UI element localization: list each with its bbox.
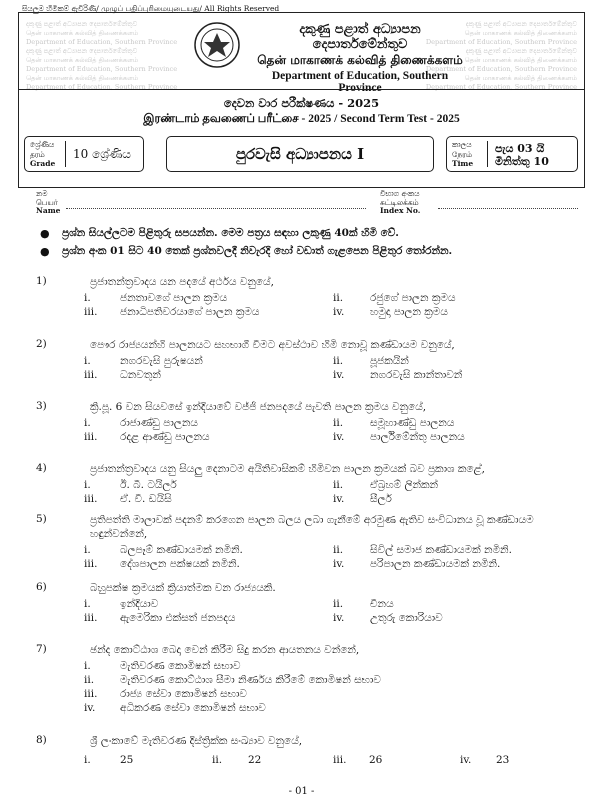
option-numeral: iii.: [84, 306, 98, 318]
question-number: 7): [36, 643, 47, 655]
question-text: ප්‍රජාතන්ත්‍රවාදය යනු සියලු දෙනාටම අයිතිවාසිකම් හිමිවන පාලන ක්‍රමයක් බව ප්‍රකාශ කළේ,: [90, 463, 485, 475]
answer-option[interactable]: 22: [248, 754, 262, 766]
option-numeral: i.: [84, 754, 91, 766]
answer-option[interactable]: බලපෑම් කණ්ඩායමක් නමිනි.: [120, 544, 243, 556]
option-numeral: iv.: [333, 306, 345, 318]
watermark-line: Department of Education, Southern Province: [26, 38, 178, 46]
answer-option[interactable]: ඉන්දියාව: [120, 598, 159, 610]
answer-option[interactable]: දේශපාලන පක්ෂයක් නමිනි.: [120, 558, 240, 570]
option-numeral: iii.: [84, 688, 98, 700]
time-label-en: Time: [452, 159, 474, 168]
option-numeral: ii.: [212, 754, 223, 766]
index-label-si: විභාග අංකය: [380, 189, 420, 198]
name-label-en: Name: [36, 206, 61, 215]
option-numeral: iii.: [84, 612, 98, 624]
index-number-field[interactable]: [438, 208, 578, 209]
name-field[interactable]: [66, 208, 366, 209]
answer-option[interactable]: ඊ. බී. ටයිලර්: [120, 479, 177, 491]
department-name-ta: தென் மாகாணக் கல்வித் திணைக்களம்: [257, 53, 463, 67]
question-number: 4): [36, 462, 47, 474]
grade-box: [24, 136, 144, 172]
name-label-ta: பெயர்: [36, 197, 58, 207]
answer-option[interactable]: සීලර්: [370, 493, 392, 505]
time-label: [452, 140, 473, 169]
answer-option[interactable]: පරිපාලන කණ්ඩායමක් නමිනි.: [370, 558, 501, 570]
option-numeral: i.: [84, 355, 91, 367]
question-text: ප්‍රජාතන්ත්‍රවාදය යන පදයේ අර්ථය වනුයේ,: [90, 276, 274, 288]
question-text: පෞර රාජ්‍යයන්හි පාලනයට සහභාගී වීමට අවස්ථාව හිමි නොවූ කණ්ඩායම වනුයේ,: [90, 339, 455, 351]
answer-option[interactable]: සමූහාණ්ඩු පාලනය: [370, 417, 455, 429]
index-label-en: Index No.: [380, 206, 421, 215]
page-number: - 01 -: [288, 786, 315, 797]
answer-option[interactable]: ඒ. වී. ඩයිසි: [120, 493, 172, 505]
question-number: 8): [36, 734, 47, 746]
time-box: [446, 136, 578, 172]
index-label-ta: சுட்டிலக்கம்: [380, 197, 419, 207]
name-label: [36, 190, 60, 216]
watermark-line: தென் மாகாணக் கல்வித் திணைக்களம்: [26, 56, 139, 64]
rights-notice: සියලුම හිමිකම් ඇවිරිණි/ முழுப் பதிப்புரிமையுடையது/ All Rights Reserved: [22, 4, 280, 13]
exam-title-ta-en: இரண்டாம் தவணைப் பரீட்சை - 2025 / Second Term Test - 2025: [143, 113, 460, 125]
watermark-left: [26, 20, 186, 92]
department-title: [250, 22, 470, 94]
subject-box: [166, 136, 434, 172]
instruction-text: ප්‍රශ්න සියල්ලටම පිළිතුරු සපයන්න. මෙම පත්‍රය සඳහා ලකුණු 40ක් හිමි වේ.: [62, 227, 399, 239]
subject-title: පුරවැසි අධ්‍යාපනය I: [235, 145, 365, 163]
watermark-line: தென் மாகாணக் கல்வித் திணைக்களம்: [464, 29, 577, 37]
watermark-line: Department of Education, Southern Province: [425, 83, 577, 91]
question-text: ශ්‍රී ලංකාවේ මැතිවරණ දිස්ත්‍රික්ක සංඛ්‍යාව වනුයේ,: [90, 735, 303, 747]
option-numeral: i.: [84, 479, 91, 491]
answer-option[interactable]: මැතිවරණ කොමිෂන් සභාව: [120, 660, 241, 672]
option-numeral: ii.: [84, 674, 95, 686]
watermark-line: දකුණු පළාත් අධ්‍යාපන දෙපාර්තමේන්තුව: [465, 20, 577, 28]
answer-option[interactable]: නගරවැසි පුරුෂයන්: [120, 355, 203, 367]
question-number: 5): [36, 513, 47, 525]
option-numeral: iv.: [333, 493, 345, 505]
question-number: 1): [36, 275, 47, 287]
option-numeral: iv.: [333, 369, 345, 381]
option-numeral: iii.: [333, 754, 347, 766]
watermark-line: தென் மாகாணக் கல்வித் திணைக்களம்: [464, 74, 577, 82]
option-numeral: i.: [84, 417, 91, 429]
option-numeral: iv.: [84, 702, 96, 714]
watermark-line: දකුණු පළාත් අධ්‍යාපන දෙපාර්තමේන්තුව: [26, 47, 138, 55]
grade-label-si: ශ්‍රේණිය: [30, 140, 55, 149]
grade-label-ta: தரம்: [30, 149, 45, 159]
option-numeral: ii.: [333, 598, 344, 610]
option-numeral: iii.: [84, 369, 98, 381]
answer-option[interactable]: 25: [120, 754, 134, 766]
grade-separator: [65, 141, 66, 167]
question-text: බහුපක්ෂ ක්‍රමයක් ක්‍රියාත්මක වන රාජ්‍යයකි.: [90, 582, 276, 594]
answer-option[interactable]: ඒබ්‍රහම් ලින්කන්: [370, 479, 439, 491]
answer-option[interactable]: රදළ ආණ්ඩු පාලනය: [120, 431, 210, 443]
answer-option[interactable]: 23: [496, 754, 510, 766]
option-numeral: iv.: [333, 431, 345, 443]
instruction-item: [40, 245, 453, 258]
option-numeral: ii.: [333, 479, 344, 491]
answer-option[interactable]: රජුගේ පාලන ක්‍රමය: [370, 292, 456, 304]
bullet-icon: ●: [40, 245, 50, 258]
answer-option[interactable]: පූජකයින්: [370, 355, 409, 367]
grade-label-en: Grade: [30, 159, 56, 168]
answer-option[interactable]: හමුදා පාලන ක්‍රමය: [370, 306, 448, 318]
option-numeral: iii.: [84, 558, 98, 570]
answer-option[interactable]: 26: [369, 754, 383, 766]
option-numeral: iv.: [333, 558, 345, 570]
answer-option[interactable]: අධිකරණ සේවා කොමිෂන් සභාව: [120, 702, 266, 714]
time-label-si: කාලය: [452, 140, 472, 149]
watermark-line: Department of Education, Southern Province: [26, 83, 178, 91]
watermark-line: දකුණු පළාත් අධ්‍යාපන දෙපාර්තමේන්තුව: [465, 47, 577, 55]
answer-option[interactable]: සිවිල් සමාජ කණ්ඩායමක් නමිනි.: [370, 544, 512, 556]
question-number: 6): [36, 581, 47, 593]
bullet-icon: ●: [40, 227, 50, 240]
department-name-si: දකුණු පළාත් අධ්‍යාපන දෙපාර්තමේන්තුව: [299, 22, 421, 52]
question-text: ක්‍රි.පූ. 6 වන සියවසේ ඉන්දියාවේ වජ්ජි ජනපදයේ පැවති පාලන ක්‍රමය වනුයේ,: [90, 401, 427, 413]
option-numeral: i.: [84, 598, 91, 610]
header-divider: [18, 89, 585, 90]
watermark-line: Department of Education, Southern Province: [425, 65, 577, 73]
watermark-line: தென் மாகாணக் கல்வித் திணைக்களம்: [26, 29, 139, 37]
option-numeral: iv.: [333, 612, 345, 624]
answer-option[interactable]: උතුරු කොරියාව: [370, 612, 443, 624]
question-number: 2): [36, 338, 47, 350]
instruction-text: ප්‍රශ්න අංක 01 සිට 40 තෙක් ප්‍රශ්නවලදී නිවැරදි හෝ වඩාත් ගැළපෙන පිළිතුර තෝරන්න.: [62, 245, 453, 257]
time-separator: [487, 141, 488, 167]
answer-option[interactable]: රාජාණ්ඩු පාලනය: [120, 417, 198, 429]
option-numeral: ii.: [333, 417, 344, 429]
watermark-line: Department of Education, Southern Province: [425, 38, 577, 46]
answer-option[interactable]: ධනවතුන්: [120, 369, 161, 381]
answer-option[interactable]: චීනය: [370, 598, 394, 610]
exam-title: [18, 96, 585, 127]
grade-value: 10 ශ්‍රේණිය: [73, 147, 131, 161]
time-value: [495, 142, 549, 168]
option-numeral: i.: [84, 660, 91, 672]
answer-option[interactable]: ඇමෙරිකා එක්සත් ජනපදය: [120, 612, 236, 624]
option-numeral: iii.: [84, 493, 98, 505]
option-numeral: iii.: [84, 431, 98, 443]
department-crest-icon: [192, 20, 242, 70]
name-index-row: [18, 190, 585, 218]
answer-option[interactable]: ජනාධිපතිවරයාගේ පාලන ක්‍රමය: [120, 306, 260, 318]
time-label-ta: நேரம்: [452, 149, 473, 159]
option-numeral: ii.: [333, 544, 344, 556]
question-number: 3): [36, 400, 47, 412]
option-numeral: ii.: [333, 292, 344, 304]
index-label: [380, 190, 420, 216]
question-text: ඡන්ද කොට්ඨාශ බෙදා වෙන් කිරීම සිදු කරන ආයතනය වන්නේ,: [90, 644, 360, 656]
answer-option[interactable]: පාර්ලිමේන්තු පාලනය: [370, 431, 465, 443]
option-numeral: ii.: [333, 355, 344, 367]
answer-option[interactable]: ජනතාවගේ පාලන ක්‍රමය: [120, 292, 228, 304]
option-numeral: iv.: [460, 754, 472, 766]
option-numeral: i.: [84, 544, 91, 556]
time-hours: පැය 03 යි: [495, 142, 545, 155]
watermark-line: දකුණු පළාත් අධ්‍යාපන දෙපාර්තමේන්තුව: [26, 20, 138, 28]
grade-label: [30, 140, 55, 169]
time-minutes: මිනිත්තු 10: [495, 155, 549, 168]
department-name-en: Department of Education, Southern Province: [271, 70, 449, 94]
question-text: ප්‍රතිපත්ති මාලාවක් පදනම් කරගෙන පාලන බලය ලබා ගැනීමේ අරමුණ ඇතිව සංවිධානය වූ කණ්ඩායම හඳුන්වන්නේ,: [90, 514, 534, 540]
option-numeral: i.: [84, 292, 91, 304]
watermark-line: Department of Education, Southern Province: [26, 65, 178, 73]
answer-option[interactable]: රාජ්‍ය සේවා කොමිෂන් සභාව: [120, 688, 247, 700]
answer-option[interactable]: නගරවැසි කාන්තාවන්: [370, 369, 463, 381]
exam-title-si: දෙවන වාර පරීක්ෂණය - 2025: [223, 96, 380, 110]
instruction-item: [40, 227, 399, 240]
name-label-si: නම: [36, 189, 48, 198]
answer-option[interactable]: මැතිවරණ කොට්ඨාශ සීමා නිර්ණය කිරීමේ කොමිෂන් සභාව: [120, 674, 381, 686]
watermark-line: தென் மாகாணக் கல்வித் திணைக்களம்: [26, 74, 139, 82]
watermark-line: தென் மாகாணக் கல்வித் திணைக்களம்: [464, 56, 577, 64]
